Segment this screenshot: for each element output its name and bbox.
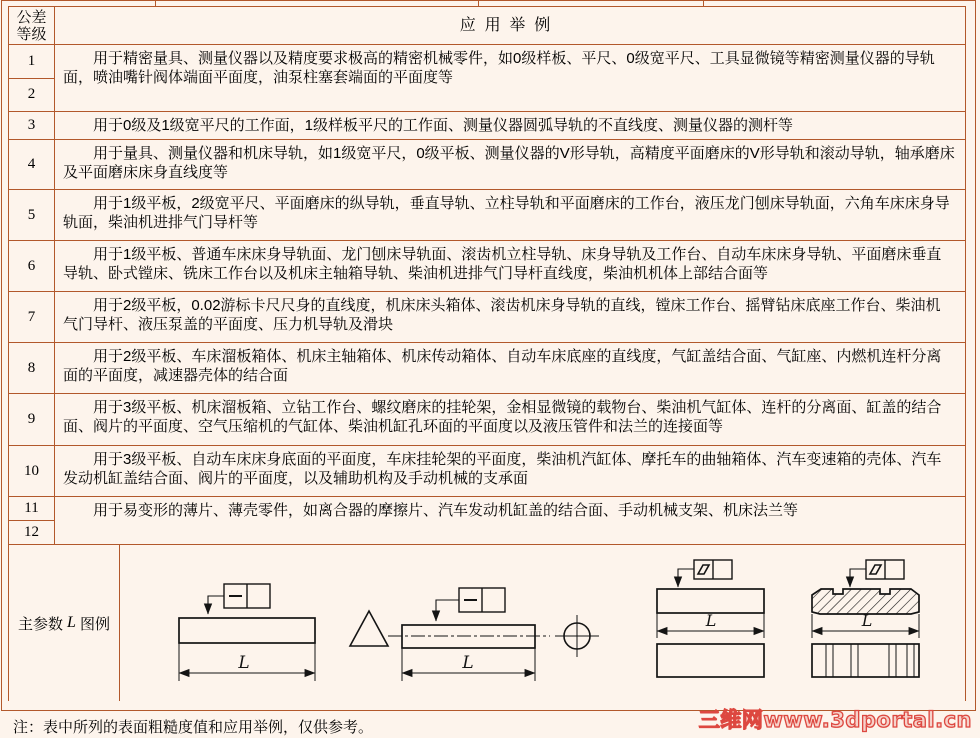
examples-cell <box>55 394 965 445</box>
legend-label-prefix: 主参数 <box>18 615 64 633</box>
grade-cell: 5 <box>9 190 55 240</box>
grade-cell: 12 <box>9 520 54 544</box>
bed-top-view-slots <box>826 644 914 677</box>
examples-text: 用于0级及1级宽平尺的工作面，1级样板平尺的工作面、测量仪器圆弧导轨的不直线度、测量仪器的测杆等 <box>93 117 794 134</box>
examples-text: 用于2级平板，0.02游标卡尺尺身的直线度，机床床头箱体、滚齿机床身导轨的直线，镗床工作台、摇臂钻床底座工作台、柴油机气门导杆、液压泵盖的平面度、压力机导轨及滑块 <box>63 297 941 333</box>
table-row-grade-7 <box>9 291 965 342</box>
dimension-L-label: L <box>238 653 250 673</box>
table-row-grade-3 <box>9 111 965 139</box>
grade-cell: 8 <box>9 343 55 393</box>
grade-cell: 3 <box>9 112 55 139</box>
examples-text: 用于易变形的薄片、薄壳零件，如离合器的摩擦片、汽车发动机缸盖的结合面、手动机械支架、机床法兰等 <box>93 502 799 519</box>
examples-cell <box>55 140 965 189</box>
examples-cell <box>55 190 965 240</box>
header-cell-examples <box>55 7 965 44</box>
table-row-grades-1-2 <box>9 44 965 111</box>
grade-cell: 11 <box>24 500 39 516</box>
table-row-grade-10 <box>9 445 965 496</box>
examples-text: 用于3级平板、自动车床床身底面的平面度，车床挂轮架的平面度，柴油机汽缸体、摩托车的曲轴箱体、汽车变速箱的壳体、汽车发动机缸盖结合面、阀片的平面度，以及辅助机构及手动机械的支承面 <box>63 451 942 487</box>
legend-row <box>9 544 965 701</box>
grade-cell: 2 <box>9 78 54 112</box>
legend-diagrams-svg <box>120 548 966 698</box>
grade-cell: 4 <box>9 140 55 189</box>
grade-column <box>9 497 55 544</box>
dimension-L-label: L <box>861 611 873 630</box>
table-row-grade-8 <box>9 342 965 393</box>
grade-cell: 1 <box>27 52 36 69</box>
footnote-text: 注：表中所列的表面粗糙度值和应用举例，仅供参考。 <box>13 719 374 736</box>
tolerance-grade-table <box>8 6 966 701</box>
legend-param-L: L <box>67 614 76 631</box>
flatness-symbol-icon <box>698 565 709 574</box>
table-row-grade-6 <box>9 240 965 291</box>
legend-label-suffix: 图例 <box>79 615 110 633</box>
examples-text: 用于1级平板，2级宽平尺、平面磨床的纵导轨，垂直导轨、立柱导轨和平面磨床的工作台，液压龙门刨床导轨面，六角车床床身导轨面，柴油机进排气门导杆等 <box>63 195 950 231</box>
examples-cell <box>55 292 965 342</box>
flatness-symbol-icon <box>870 565 881 574</box>
examples-text: 用于1级平板、普通车床床身导轨面、龙门刨床导轨面、滚齿机立柱导轨、床身导轨及工作台、自动车床床身导轨、平面磨床垂直导轨、卧式镗床、铣床工作台以及机床主轴箱导轨、柴油机进排气门导杆直线度，柴油机机体上部结合面等 <box>63 246 942 282</box>
examples-text: 用于精密量具、测量仪器以及精度要求极高的精密机械零件，如0级样板、平尺、0级宽平尺、工具显微镜等精密测量仪器的导轨面，喷油嘴针阀体端面平面度，油泵柱塞套端面的平面度等 <box>63 50 935 86</box>
table-row-grade-9 <box>9 393 965 445</box>
header-grade-label: 公差等级 <box>16 8 47 43</box>
header-examples-label: 应用举例 <box>459 17 559 34</box>
table-row-grade-4 <box>9 139 965 189</box>
table-row-grade-5 <box>9 189 965 240</box>
diagram-straightness-bar <box>179 584 388 681</box>
examples-text: 用于3级平板、机床溜板箱、立钻工作台、螺纹磨床的挂轮架，金相显微镜的载物台、柴油机气缸体、连杆的分离面、缸盖的结合面、阀片的平面度、空气压缩机的气缸体、柴油机缸孔环面的平面度以及液压管件和法兰的连接面等 <box>63 399 942 435</box>
examples-cell <box>55 112 965 139</box>
grade-cell: 9 <box>9 394 55 445</box>
diagram-flatness-bed <box>812 560 919 677</box>
examples-text: 用于2级平板、车床溜板箱体、机床主轴箱体、机床传动箱体、自动车床底座的直线度，气缸盖结合面、气缸座、内燃机连杆分离面的平面度，减速器壳体的结合面 <box>63 348 942 384</box>
examples-cell <box>55 497 965 544</box>
table-header-row <box>9 7 965 44</box>
legend-diagrams <box>120 545 966 701</box>
examples-cell <box>55 343 965 393</box>
diagram-straightness-axis <box>388 588 599 681</box>
legend-label <box>9 545 120 701</box>
examples-cell <box>55 446 965 496</box>
watermark: 三维网www.3dportal.cn <box>698 708 972 732</box>
grade-column <box>9 45 55 111</box>
header-cell-grade <box>9 7 55 44</box>
examples-text: 用于量具、测量仪器和机床导轨，如1级宽平尺，0级平板、测量仪器的V形导轨，高精度平面磨床的V形导轨和滚动导轨，轴承磨床及平面磨床床身直线度等 <box>63 145 955 181</box>
grade-cell: 6 <box>9 241 55 291</box>
grade-cell: 10 <box>9 446 55 496</box>
dimension-L-label: L <box>705 611 717 630</box>
diagram-flatness-plate <box>657 560 764 677</box>
grade-cell: 7 <box>9 292 55 342</box>
dimension-L-label: L <box>462 653 474 673</box>
table-row-grades-11-12 <box>9 496 965 544</box>
examples-cell <box>55 45 965 111</box>
examples-cell <box>55 241 965 291</box>
triangle-symbol-icon <box>350 611 388 646</box>
